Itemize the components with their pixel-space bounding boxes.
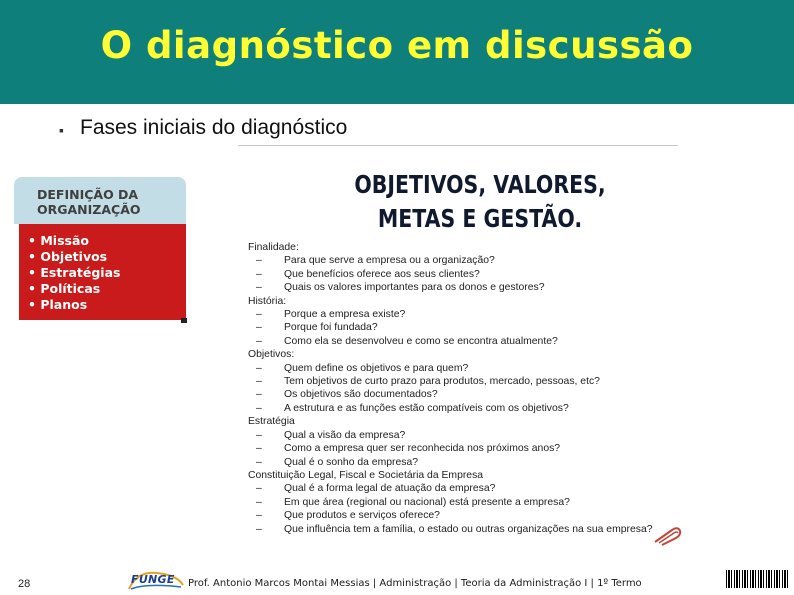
- question-item: – Qual a visão da empresa?: [248, 429, 678, 442]
- section-title: Objetivos:: [248, 349, 295, 361]
- logo-text: FUNGE: [131, 573, 175, 586]
- question-item: – Porque foi fundada?: [248, 321, 678, 334]
- question-item: – Quem define os objetivos e para quem?: [248, 362, 678, 375]
- question-item: – Que produtos e serviços oferece?: [248, 509, 678, 522]
- question-item: – Porque a empresa existe?: [248, 308, 678, 321]
- question-item: – Qual é o sonho da empresa?: [248, 456, 678, 469]
- question-item: – Como ela se desenvolveu e como se encontra atualmente?: [248, 335, 678, 348]
- question-item: – Para que serve a empresa ou a organização?: [248, 254, 678, 267]
- question-item: – Que influência tem a família, o estado ou outras organizações na sua empresa?: [248, 523, 678, 536]
- section-title: Finalidade:: [248, 242, 299, 253]
- question-item: – Os objetivos são documentados?: [248, 388, 678, 401]
- question-item: – A estrutura e as funções estão compatíveis com os objetivos?: [248, 402, 678, 415]
- question-list: [248, 241, 678, 536]
- question-item: – Quais os valores importantes para os donos e gestores?: [248, 281, 678, 294]
- divider-line: [238, 145, 678, 146]
- slide-title: O diagnóstico em discussão: [100, 24, 694, 67]
- section-heading: OBJETIVOS, VALORES, METAS E GESTÃO.: [354, 170, 606, 233]
- definition-item: • Objetivos: [28, 249, 120, 265]
- question-item: – Que benefícios oferece aos seus clientes?: [248, 268, 678, 281]
- barcode-icon: [726, 570, 788, 588]
- question-item: – Tem objetivos de curto prazo para produtos, mercado, pessoas, etc?: [248, 375, 678, 388]
- section-title: Constituição Legal, Fiscal e Societária da Empresa: [248, 469, 484, 481]
- section-title: Estratégia: [248, 416, 295, 428]
- question-item: – Qual é a forma legal de atuação da empresa?: [248, 482, 678, 495]
- definition-title: DEFINIÇÃO DA ORGANIZAÇÃO: [37, 187, 141, 217]
- paperclip-icon: [652, 524, 682, 546]
- definition-item: • Estratégias: [28, 265, 120, 281]
- panel-corner-mark: [181, 318, 187, 323]
- definition-item: • Políticas: [28, 281, 120, 297]
- question-item: – Em que área (regional ou nacional) está presente a empresa?: [248, 496, 678, 509]
- slide-number: 28: [18, 578, 31, 590]
- definition-items-list: [28, 233, 120, 313]
- slide-subtitle: Fases iniciais do diagnóstico: [80, 116, 348, 139]
- definition-item: • Missão: [28, 233, 120, 249]
- footer-text: Prof. Antonio Marcos Montai Messias | Administração | Teoria da Administração I | 1º Termo: [188, 578, 642, 589]
- definition-item: • Planos: [28, 297, 120, 313]
- section-title: História:: [248, 295, 287, 307]
- bullet-icon: ▪: [59, 122, 64, 138]
- question-item: – Como a empresa quer ser reconhecida nos próximos anos?: [248, 442, 678, 455]
